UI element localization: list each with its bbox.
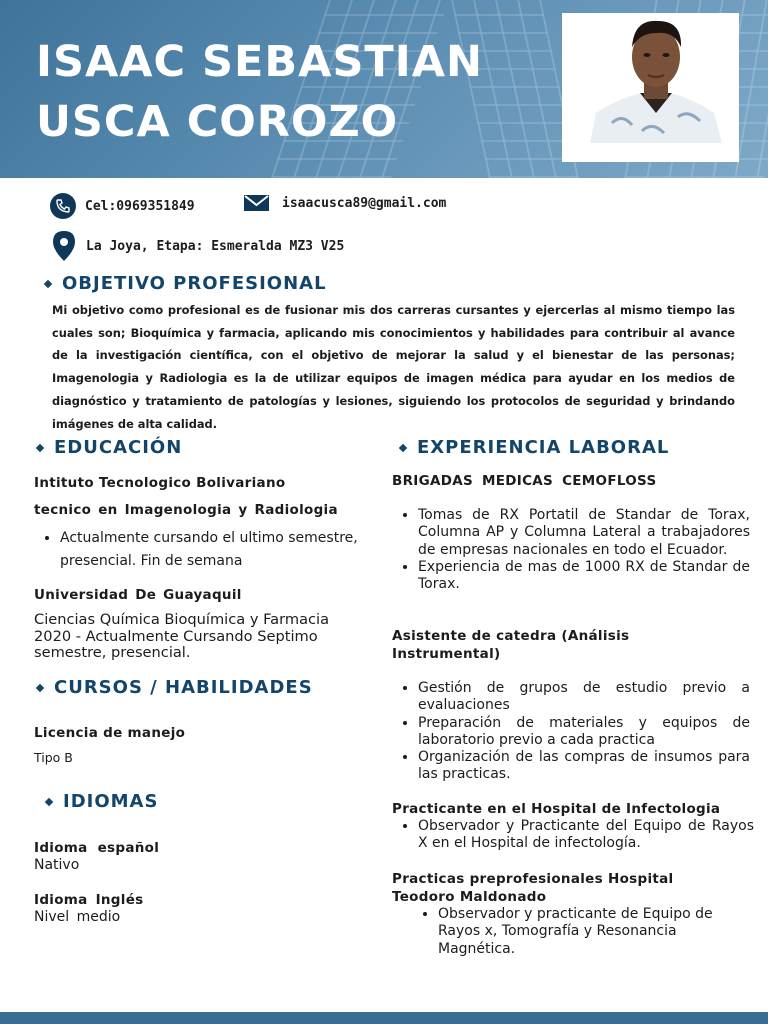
diamond-bullet-icon bbox=[36, 443, 44, 451]
diamond-bullet-icon bbox=[399, 443, 407, 451]
contact-email bbox=[243, 193, 446, 213]
list-item: • Experiencia de mas de 1000 RX de Standar de Torax. bbox=[418, 559, 750, 594]
job-2-title: Asistente de catedra (Análisis Instrumental) bbox=[392, 628, 630, 662]
address: La Joya, Etapa: Esmeralda MZ3 V25 bbox=[86, 238, 345, 254]
objective-text: Mi objetivo como profesional es de fusionar mis dos carreras cursantes y ejercerlas al mismo tiempo las cuales son; Bioquímica y farmacia, aplicando mis conocimientos y habilidades para contribuir al avance de la investigación científica, con el objetivo de mejorar la salud y el bienestar de las personas; Imagenologia y Radiologia es la de utilizar equipos de imagen médica para ayudar en los medios de diagnóstico y tratamiento de patologías y lesiones, siguiendo los protocolos de seguridad y brindando imágenes de alta calidad. bbox=[52, 303, 735, 431]
language-1-level: Nativo bbox=[34, 857, 80, 873]
email-address: isaacusca89@gmail.com bbox=[282, 195, 447, 211]
courses-title-text: CURSOS / HABILIDADES bbox=[54, 677, 313, 698]
language-2-level: Nivel medio bbox=[34, 909, 121, 925]
job-1-title: BRIGADAS MEDICAS CEMOFLOSS bbox=[392, 473, 657, 489]
languages-title-text: IDIOMAS bbox=[63, 791, 159, 812]
education-title-text: EDUCACIÓN bbox=[54, 437, 183, 458]
mail-icon bbox=[243, 193, 270, 213]
education-school-1: Intituto Tecnologico Bolivariano bbox=[34, 475, 286, 491]
education-school-2: Universidad De Guayaquil bbox=[34, 587, 242, 603]
header-banner bbox=[0, 0, 768, 178]
job-1-bullets bbox=[392, 507, 750, 593]
job-3-bullets bbox=[392, 818, 754, 853]
section-languages-title bbox=[46, 791, 158, 812]
profile-photo-frame bbox=[562, 13, 739, 162]
section-objective-title bbox=[45, 273, 327, 294]
job-3-title: Practicante en el Hospital de Infectologia bbox=[392, 801, 721, 817]
contact-phone bbox=[50, 193, 195, 219]
name-line-2: USCA COROZO bbox=[36, 97, 399, 147]
language-2-name: Idioma Inglés bbox=[34, 892, 144, 908]
list-item: • Actualmente cursando el ultimo semestre, presencial. Fin de semana bbox=[60, 527, 360, 573]
diamond-bullet-icon bbox=[36, 683, 44, 691]
job-2-bullets bbox=[392, 680, 750, 784]
course-item-title: Licencia de manejo bbox=[34, 725, 186, 741]
diamond-bullet-icon bbox=[44, 279, 52, 287]
list-item: • Tomas de RX Portatil de Standar de Torax, Columna AP y Columna Lateral a trabajadores de empresas nacionales en todo el Ecuador. bbox=[418, 507, 750, 559]
list-item: • Observador y practicante de Equipo de Rayos x, Tomografía y Resonancia Magnética. bbox=[438, 906, 750, 958]
job-4-bullets bbox=[412, 906, 750, 958]
course-item-detail: Tipo B bbox=[34, 750, 73, 765]
list-item: • Gestión de grupos de estudio previo a evaluaciones bbox=[418, 680, 750, 715]
education-bullets-1 bbox=[34, 527, 360, 573]
section-courses-title bbox=[37, 677, 313, 698]
job-4-title-text: Practicas preprofesionales Hospital Teodoro Maldonado bbox=[392, 871, 674, 905]
profile-photo bbox=[582, 13, 728, 143]
education-detail-2: Ciencias Química Bioquímica y Farmacia 2020 - Actualmente Cursando Septimo semestre, presencial. bbox=[34, 611, 330, 662]
candidate-name bbox=[36, 32, 483, 152]
section-education-title bbox=[37, 437, 182, 458]
experience-title-text: EXPERIENCIA LABORAL bbox=[417, 437, 670, 458]
footer-bar bbox=[0, 1012, 768, 1024]
list-item: • Preparación de materiales y equipos de laboratorio previo a cada practica bbox=[418, 715, 750, 750]
diamond-bullet-icon bbox=[45, 797, 53, 805]
name-line-1: ISAAC SEBASTIAN bbox=[36, 37, 484, 87]
list-item: • Organización de las compras de insumos para las practicas. bbox=[418, 749, 750, 784]
location-pin-icon bbox=[52, 230, 76, 262]
language-1-name: Idioma español bbox=[34, 840, 160, 856]
phone-number: Cel:0969351849 bbox=[85, 198, 195, 214]
section-experience-title bbox=[400, 437, 669, 458]
education-career-1: tecnico en Imagenologia y Radiologia bbox=[34, 502, 338, 518]
job-4-title bbox=[392, 871, 722, 906]
contact-address bbox=[52, 230, 344, 262]
phone-icon bbox=[50, 193, 76, 219]
objective-title-text: OBJETIVO PROFESIONAL bbox=[62, 273, 327, 294]
list-item: • Observador y Practicante del Equipo de Rayos X en el Hospital de infectología. bbox=[418, 818, 754, 853]
